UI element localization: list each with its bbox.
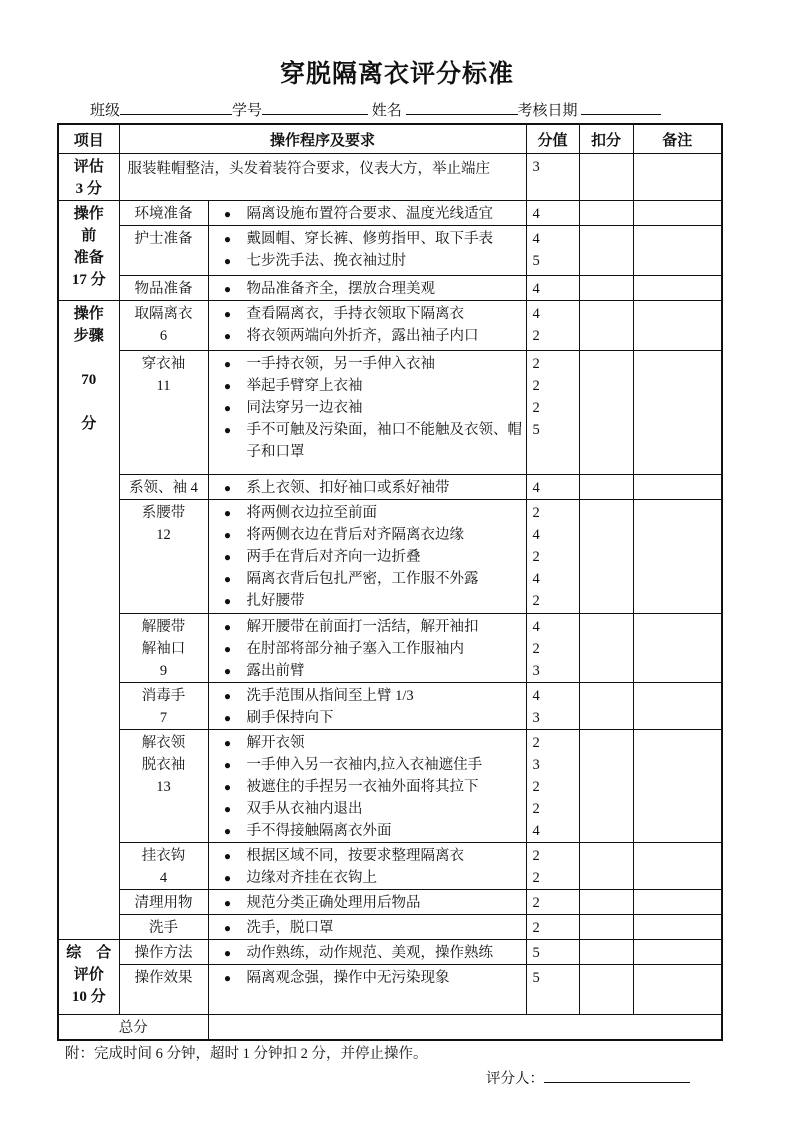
step-scores [526,301,579,351]
table-row [58,965,722,1015]
item-text: 举起手臂穿上衣袖 [246,378,363,394]
remarks-cell[interactable] [633,890,722,915]
label-line: 评估 [73,159,104,175]
item-text: 根据区域不同，按要求整理隔离衣 [246,848,464,864]
list-item [209,685,526,707]
name-line: 取隔离衣 [134,306,193,322]
label-line: 10 分 [71,989,106,1005]
section-label [58,940,119,1015]
item-text: 刷手保持向下 [246,710,334,726]
remarks-cell[interactable] [633,965,722,1015]
name-line: 洗手 [149,920,178,936]
list-item [209,203,526,225]
label-line [59,391,119,413]
scorer-field[interactable] [544,1068,690,1083]
item-score: 5 [532,970,540,986]
deduction-cell[interactable] [579,915,633,940]
list-item [209,616,526,638]
list-item [209,546,526,568]
footnote: 附：完成时间 6 分钟，超时 1 分钟扣 2 分，并停止操作。 [65,1046,428,1062]
id-field[interactable] [262,100,368,115]
list-item [209,942,526,964]
step-name [119,890,208,915]
name-line: 操作方法 [134,945,193,961]
item-text: 七步洗手法、挽衣袖过肘 [246,253,406,269]
name-line: 操作效果 [134,970,193,986]
label-line: 70 [81,372,97,388]
step-items [208,915,526,940]
list-item [209,892,526,914]
table-row [58,890,722,915]
item-score: 5 [532,422,540,438]
item-score: 2 [532,549,540,565]
name-line: 11 [156,378,171,394]
bullet-icon: ● [223,528,232,542]
section-label [58,301,119,940]
table-row [58,500,722,614]
remarks-cell[interactable] [633,154,722,201]
table-row [58,915,722,940]
bullet-icon: ● [223,594,232,608]
step-name [119,843,208,890]
remarks-cell[interactable] [633,351,722,475]
item-text: 露出前臂 [246,663,305,679]
deduction-cell[interactable] [579,276,633,301]
bullet-icon: ● [223,401,232,415]
step-scores [526,730,579,843]
bullet-icon: ● [223,824,232,838]
bullet-icon: ● [223,550,232,564]
scorer-label: 评分人： [486,1071,544,1087]
item-score: 2 [532,400,540,416]
item-score: 4 [532,823,540,839]
item-score: 2 [532,848,540,864]
item-text: 边缘对齐挂在衣钩上 [246,870,377,886]
item-score: 2 [532,870,540,886]
item-text: 隔离衣背后包扎严密，工作服不外露 [246,571,479,587]
name-line: 物品准备 [134,281,193,297]
item-text: 解开衣领 [246,735,305,751]
label-line: 操作 [73,306,104,322]
bullet-icon: ● [223,232,232,246]
item-score: 4 [532,281,540,297]
list-item [209,967,526,989]
bullet-icon: ● [223,664,232,678]
step-name [119,201,208,226]
item-text: 洗手范围从指间至上臂 1/3 [246,688,414,704]
item-score: 4 [532,480,540,496]
bullet-icon: ● [223,481,232,495]
name-line: 环境准备 [134,206,193,222]
list-item [209,732,526,754]
total-value[interactable] [208,1015,722,1041]
remarks-cell[interactable] [633,915,722,940]
list-item [209,660,526,682]
remarks-cell[interactable] [633,226,722,276]
step-name [119,475,208,500]
step-items [208,843,526,890]
item-score: 2 [532,801,540,817]
table-row [58,475,722,500]
header-score: 分值 [526,124,579,154]
step-scores [526,500,579,614]
remarks-cell[interactable] [633,614,722,683]
deduction-cell[interactable] [579,890,633,915]
list-item [209,397,526,419]
item-score: 4 [532,619,540,635]
list-item [209,820,526,842]
id-label: 学号 [232,103,263,119]
name-line: 解袖口 [141,641,186,657]
item-score: 3 [532,663,540,679]
item-text: 手不可触及污染面，袖口不能触及衣领、帽子和口罩 [246,422,522,460]
total-label: 总分 [58,1015,208,1041]
step-name [119,940,208,965]
bullet-icon: ● [223,254,232,268]
list-item [209,502,526,524]
item-text: 一手持衣领，另一手伸入衣袖 [246,356,435,372]
item-score: 2 [532,505,540,521]
item-text: 戴圆帽、穿长裤、修剪指甲、取下手表 [246,231,493,247]
name-line: 9 [159,663,168,679]
table-row [58,940,722,965]
label-line: 分 [81,416,97,432]
item-text: 物品准备齐全，摆放合理美观 [246,281,435,297]
step-items [208,683,526,730]
table-row [58,614,722,683]
item-score: 2 [532,593,540,609]
name-line: 13 [156,779,171,795]
name-line: 解衣领 [141,735,186,751]
item-score: 4 [532,206,540,222]
deduction-cell[interactable] [579,301,633,351]
item-text: 动作熟练，动作规范、美观，操作熟练 [246,945,493,961]
step-items [208,351,526,475]
step-scores [526,276,579,301]
header-procedure: 操作程序及要求 [119,124,526,154]
bullet-icon: ● [223,711,232,725]
header-deduction: 扣分 [579,124,633,154]
item-score: 4 [532,306,540,322]
step-scores [526,201,579,226]
score-table [57,123,723,1041]
name-line: 脱衣袖 [141,757,186,773]
item-text: 被遮住的手捏另一衣袖外面将其拉下 [246,779,479,795]
item-score: 2 [532,920,540,936]
item-score: 4 [532,231,540,247]
item-score: 2 [532,735,540,751]
deduction-cell[interactable] [579,965,633,1015]
step-items [208,276,526,301]
step-name [119,351,208,475]
step-name [119,730,208,843]
name-line: 系领、袖 4 [129,480,198,496]
table-row [58,276,722,301]
remarks-cell[interactable] [633,500,722,614]
remarks-cell[interactable] [633,843,722,890]
bullet-icon: ● [223,506,232,520]
name-line: 解腰带 [141,619,186,635]
item-score: 3 [532,757,540,773]
item-text: 查看隔离衣，手持衣领取下隔离衣 [246,306,464,322]
bullet-icon: ● [223,620,232,634]
step-name [119,683,208,730]
step-scores [526,351,579,475]
bullet-icon: ● [223,307,232,321]
step-items [208,890,526,915]
bullet-icon: ● [223,207,232,221]
item-score: 2 [532,378,540,394]
step-name [119,226,208,276]
table-row [58,201,722,226]
name-line: 12 [156,527,171,543]
list-item [209,776,526,798]
table-row [58,730,722,843]
list-item [209,867,526,889]
remarks-cell[interactable] [633,683,722,730]
date-label: 考核日期 [517,103,578,119]
item-text: 一手伸入另一衣袖内,拉入衣袖遮住手 [246,757,483,773]
list-item [209,228,526,250]
bullet-icon: ● [223,329,232,343]
item-text: 两手在背后对齐向一边折叠 [246,549,421,565]
remarks-cell[interactable] [633,475,722,500]
item-text: 将两侧衣边在背后对齐隔离衣边缘 [246,527,464,543]
deduction-cell[interactable] [579,226,633,276]
label-line: 步骤 [73,328,104,344]
scorer-line [486,1068,721,1089]
item-text: 扎好腰带 [246,593,305,609]
item-score: 2 [532,641,540,657]
deduction-cell[interactable] [579,201,633,226]
list-item [209,524,526,546]
name-line: 护士准备 [134,231,193,247]
bullet-icon: ● [223,357,232,371]
item-text: 隔离设施布置符合要求、温度光线适宜 [246,206,493,222]
step-scores [526,226,579,276]
table-row [58,843,722,890]
bullet-icon: ● [223,642,232,656]
label-line: 前 [81,228,97,244]
step-scores [526,843,579,890]
item-score: 5 [532,945,540,961]
name-line: 系腰带 [141,505,186,521]
step-scores [526,965,579,1015]
step-items [208,500,526,614]
list-item [209,353,526,375]
item-text: 洗手，脱口罩 [246,920,334,936]
page-title: 穿脱隔离衣评分标准 [279,61,514,88]
label-line: 评价 [73,967,104,983]
assessment-label [58,154,119,201]
step-items [208,940,526,965]
list-item [209,477,526,499]
label-line: 综 合 [66,945,112,961]
list-item [209,845,526,867]
table-area [57,123,721,1089]
deduction-cell[interactable] [579,683,633,730]
header-row [58,124,722,154]
item-text: 在肘部将部分袖子塞入工作服袖内 [246,641,464,657]
step-name [119,614,208,683]
item-text: 双手从衣袖内退出 [246,801,363,817]
step-name [119,500,208,614]
label-line: 17 分 [71,272,106,288]
label-line: 3 分 [75,181,102,197]
step-items [208,965,526,1015]
item-text: 将两侧衣边拉至前面 [246,505,377,521]
name-line: 穿衣袖 [141,356,186,372]
bullet-icon: ● [223,871,232,885]
list-item [209,707,526,729]
label-line: 操作 [73,206,104,222]
list-item [209,590,526,612]
remarks-cell[interactable] [633,730,722,843]
item-text: 系上衣领、扣好袖口或系好袖带 [246,480,450,496]
name-line: 4 [159,870,168,886]
bullet-icon: ● [223,758,232,772]
list-item [209,917,526,939]
list-item [209,250,526,272]
item-score: 2 [532,895,540,911]
bullet-icon: ● [223,946,232,960]
step-items [208,475,526,500]
item-score: 3 [532,710,540,726]
list-item [209,325,526,347]
list-item [209,638,526,660]
name-line: 6 [159,328,168,344]
name-label: 姓名 [371,103,402,119]
header-item: 项目 [58,124,119,154]
table-row [58,683,722,730]
remarks-cell[interactable] [633,940,722,965]
date-field[interactable] [581,100,661,115]
label-line [59,347,119,369]
step-items [208,301,526,351]
step-scores [526,683,579,730]
step-items [208,226,526,276]
step-name [119,301,208,351]
item-text: 同法穿另一边衣袖 [246,400,363,416]
name-field[interactable] [406,100,518,115]
deduction-cell[interactable] [579,730,633,843]
info-line [90,100,661,120]
step-items [208,730,526,843]
name-line: 清理用物 [134,895,193,911]
item-text: 隔离观念强，操作中无污染现象 [246,970,450,986]
item-score: 4 [532,527,540,543]
section-label [58,201,119,301]
bullet-icon: ● [223,971,232,985]
remarks-cell[interactable] [633,201,722,226]
item-score: 4 [532,571,540,587]
assessment-text: 服装鞋帽整洁，头发着装符合要求，仪表大方，举止端庄 [119,154,526,201]
deduction-cell[interactable] [579,351,633,475]
item-text: 将衣领两端向外折齐，露出袖子内口 [246,328,479,344]
bullet-icon: ● [223,379,232,393]
list-item [209,278,526,300]
list-item [209,303,526,325]
step-items [208,201,526,226]
item-score: 2 [532,328,540,344]
deduction-cell[interactable] [579,843,633,890]
assessment-score: 3 [526,154,579,201]
bullet-icon: ● [223,572,232,586]
step-scores [526,940,579,965]
table-row [58,301,722,351]
list-item [209,419,526,463]
step-name [119,276,208,301]
list-item [209,568,526,590]
remarks-cell[interactable] [633,276,722,301]
class-field[interactable] [120,100,232,115]
step-name [119,915,208,940]
step-name [119,965,208,1015]
item-text: 规范分类正确处理用后物品 [246,895,421,911]
deduction-cell[interactable] [579,614,633,683]
item-score: 4 [532,688,540,704]
name-line: 7 [159,710,168,726]
list-item [209,798,526,820]
bullet-icon: ● [223,282,232,296]
class-label: 班级 [90,103,121,119]
total-row [58,1015,722,1041]
item-score: 2 [532,356,540,372]
bullet-icon: ● [223,736,232,750]
step-scores [526,915,579,940]
deduction-cell[interactable] [579,940,633,965]
label-line: 准备 [73,250,104,266]
item-text: 解开腰带在前面打一活结，解开袖扣 [246,619,479,635]
remarks-cell[interactable] [633,301,722,351]
assessment-row [58,154,722,201]
bullet-icon: ● [223,423,232,437]
item-text: 手不得接触隔离衣外面 [246,823,392,839]
bullet-icon: ● [223,802,232,816]
item-score: 2 [532,779,540,795]
header-remarks: 备注 [633,124,722,154]
bullet-icon: ● [223,849,232,863]
step-items [208,614,526,683]
bullet-icon: ● [223,689,232,703]
table-row [58,351,722,475]
step-scores [526,475,579,500]
step-scores [526,614,579,683]
bullet-icon: ● [223,780,232,794]
item-score: 5 [532,253,540,269]
list-item [209,375,526,397]
bullet-icon: ● [223,896,232,910]
list-item [209,754,526,776]
step-scores [526,890,579,915]
deduction-cell[interactable] [579,154,633,201]
name-line: 消毒手 [141,688,186,704]
name-line: 挂衣钩 [141,848,186,864]
bullet-icon: ● [223,921,232,935]
deduction-cell[interactable] [579,475,633,500]
deduction-cell[interactable] [579,500,633,614]
table-row [58,226,722,276]
